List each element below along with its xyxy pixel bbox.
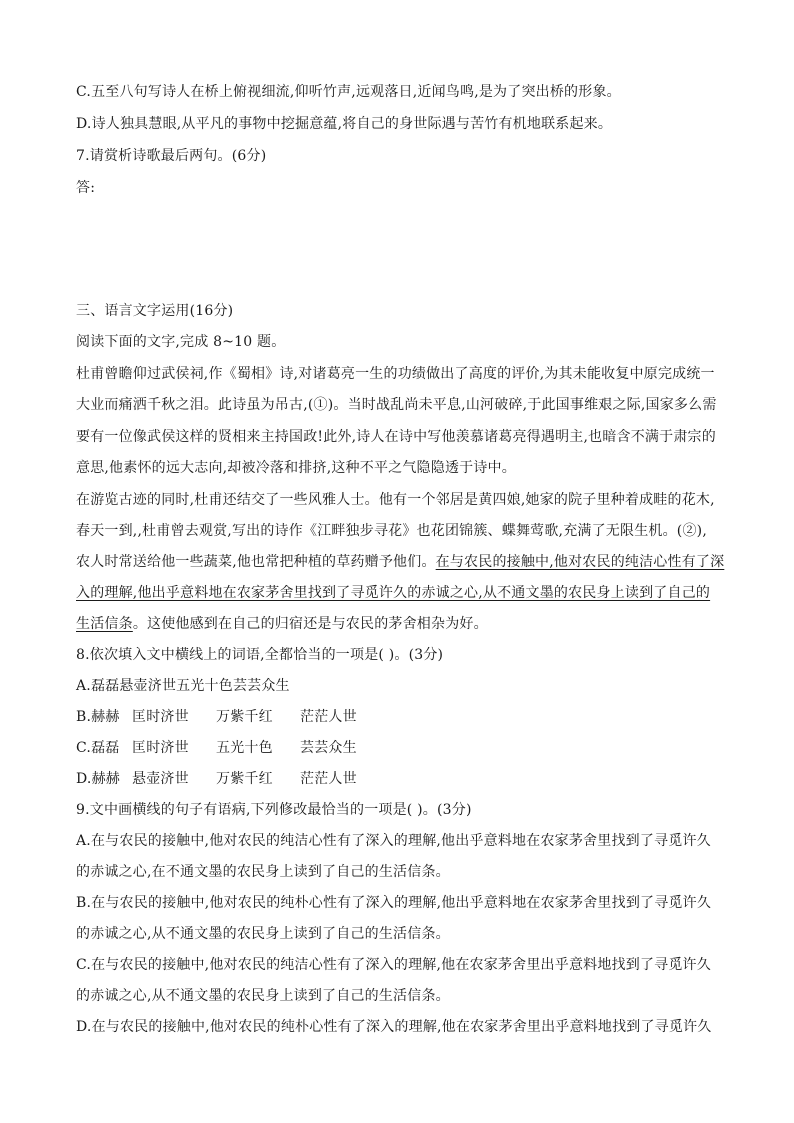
passage-line: 春天一到,,杜甫曾去观赏,写出的诗作《江畔独步寻花》也花团锦簇、蝶舞莺歌,充满了无限生机。(②), [76,523,707,539]
q8-option-a: A.磊磊悬壶济世五光十色芸芸众生 [76,678,290,694]
underlined-sentence: 生活信条 [76,616,133,632]
q7-answer-label: 答: [76,180,96,196]
q8-option-d: D.赫赫 悬壶济世 万紫千红 茫茫人世 [76,771,357,787]
q9-option-a-cont: 的赤诚之心,在不通文墨的农民身上读到了自己的生活信条。 [76,864,450,880]
q9-option-a: A.在与农民的接触中,他对农民的纯洁心性有了深入的理解,他出乎意料地在农家茅舍里找到了寻觅许久 [76,833,711,849]
q7-question: 7.请赏析诗歌最后两句。(6分) [76,148,267,164]
section-instruction: 阅读下面的文字,完成 8~10 题。 [76,334,286,350]
q9-question: 9.文中画横线的句子有语病,下列修改最恰当的一项是( )。(3分) [76,802,472,818]
passage-text: 。这使他感到在自己的归宿还是与农民的茅舍相杂为好。 [132,616,488,632]
q6-option-d: D.诗人独具慧眼,从平凡的事物中挖掘意蕴,将自己的身世际遇与苦竹有机地联系起来。 [76,116,613,132]
q9-option-c-cont: 的赤诚之心,从不通文墨的农民身上读到了自己的生活信条。 [76,988,450,1004]
q8-question: 8.依次填入文中横线上的词语,全都恰当的一项是( )。(3分) [76,647,444,663]
passage-line: 要有一位像武侯这样的贤相来主持国政!此外,诗人在诗中写他羡慕诸葛亮得遇明主,也暗含不满于肃宗的 [76,429,716,445]
underlined-sentence: 在与农民的接触中,他对农民的纯洁心性有了深 [435,554,725,570]
q9-option-d: D.在与农民的接触中,他对农民的纯朴心性有了深入的理解,他在农家茅舍里出乎意料地找到了寻觅许久 [76,1019,712,1035]
section-heading: 三、语言文字运用(16分) [76,303,234,319]
q8-option-c: C.磊磊 匡时济世 五光十色 芸芸众生 [76,740,357,756]
passage-line: 意思,他素怀的远大志向,却被冷落和排挤,这种不平之气隐隐透于诗中。 [76,460,516,476]
passage-line: 杜甫曾瞻仰过武侯祠,作《蜀相》诗,对诸葛亮一生的功绩做出了高度的评价,为其未能收复中原完成统一 [76,366,715,382]
q8-option-b: B.赫赫 匡时济世 万紫千红 茫茫人世 [76,709,357,725]
q9-option-b-cont: 的赤诚之心,从不通文墨的农民身上读到了自己的生活信条。 [76,926,450,942]
passage-line [76,553,724,571]
q9-option-b: B.在与农民的接触中,他对农民的纯朴心性有了深入的理解,他出乎意料地在农家茅舍里找到了寻觅许久 [76,895,712,911]
passage-line: 大业而痛洒千秋之泪。此诗虽为吊古,(①)。当时战乱尚未平息,山河破碎,于此国事维艰之际,国家多么需 [76,397,717,413]
q6-option-c: C.五至八句写诗人在桥上俯视细流,仰听竹声,远观落日,近闻鸟鸣,是为了突出桥的形象。 [76,84,621,100]
passage-text: 农人时常送给他一些蔬菜,他也常把种植的草药赠予他们。 [76,554,436,570]
passage-line [76,615,488,633]
q9-option-c: C.在与农民的接触中,他对农民的纯洁心性有了深入的理解,他在农家茅舍里出乎意料地找到了寻觅许久 [76,957,711,973]
passage-line: 在游览古迹的同时,杜甫还结交了一些风雅人士。他有一个邻居是黄四娘,她家的院子里种着成畦的花木, [76,492,715,508]
underlined-sentence: 入的理解,他出乎意料地在农家茅舍里找到了寻觅许久的赤诚之心,从不通文墨的农民身上读到了自己的 [76,585,711,601]
